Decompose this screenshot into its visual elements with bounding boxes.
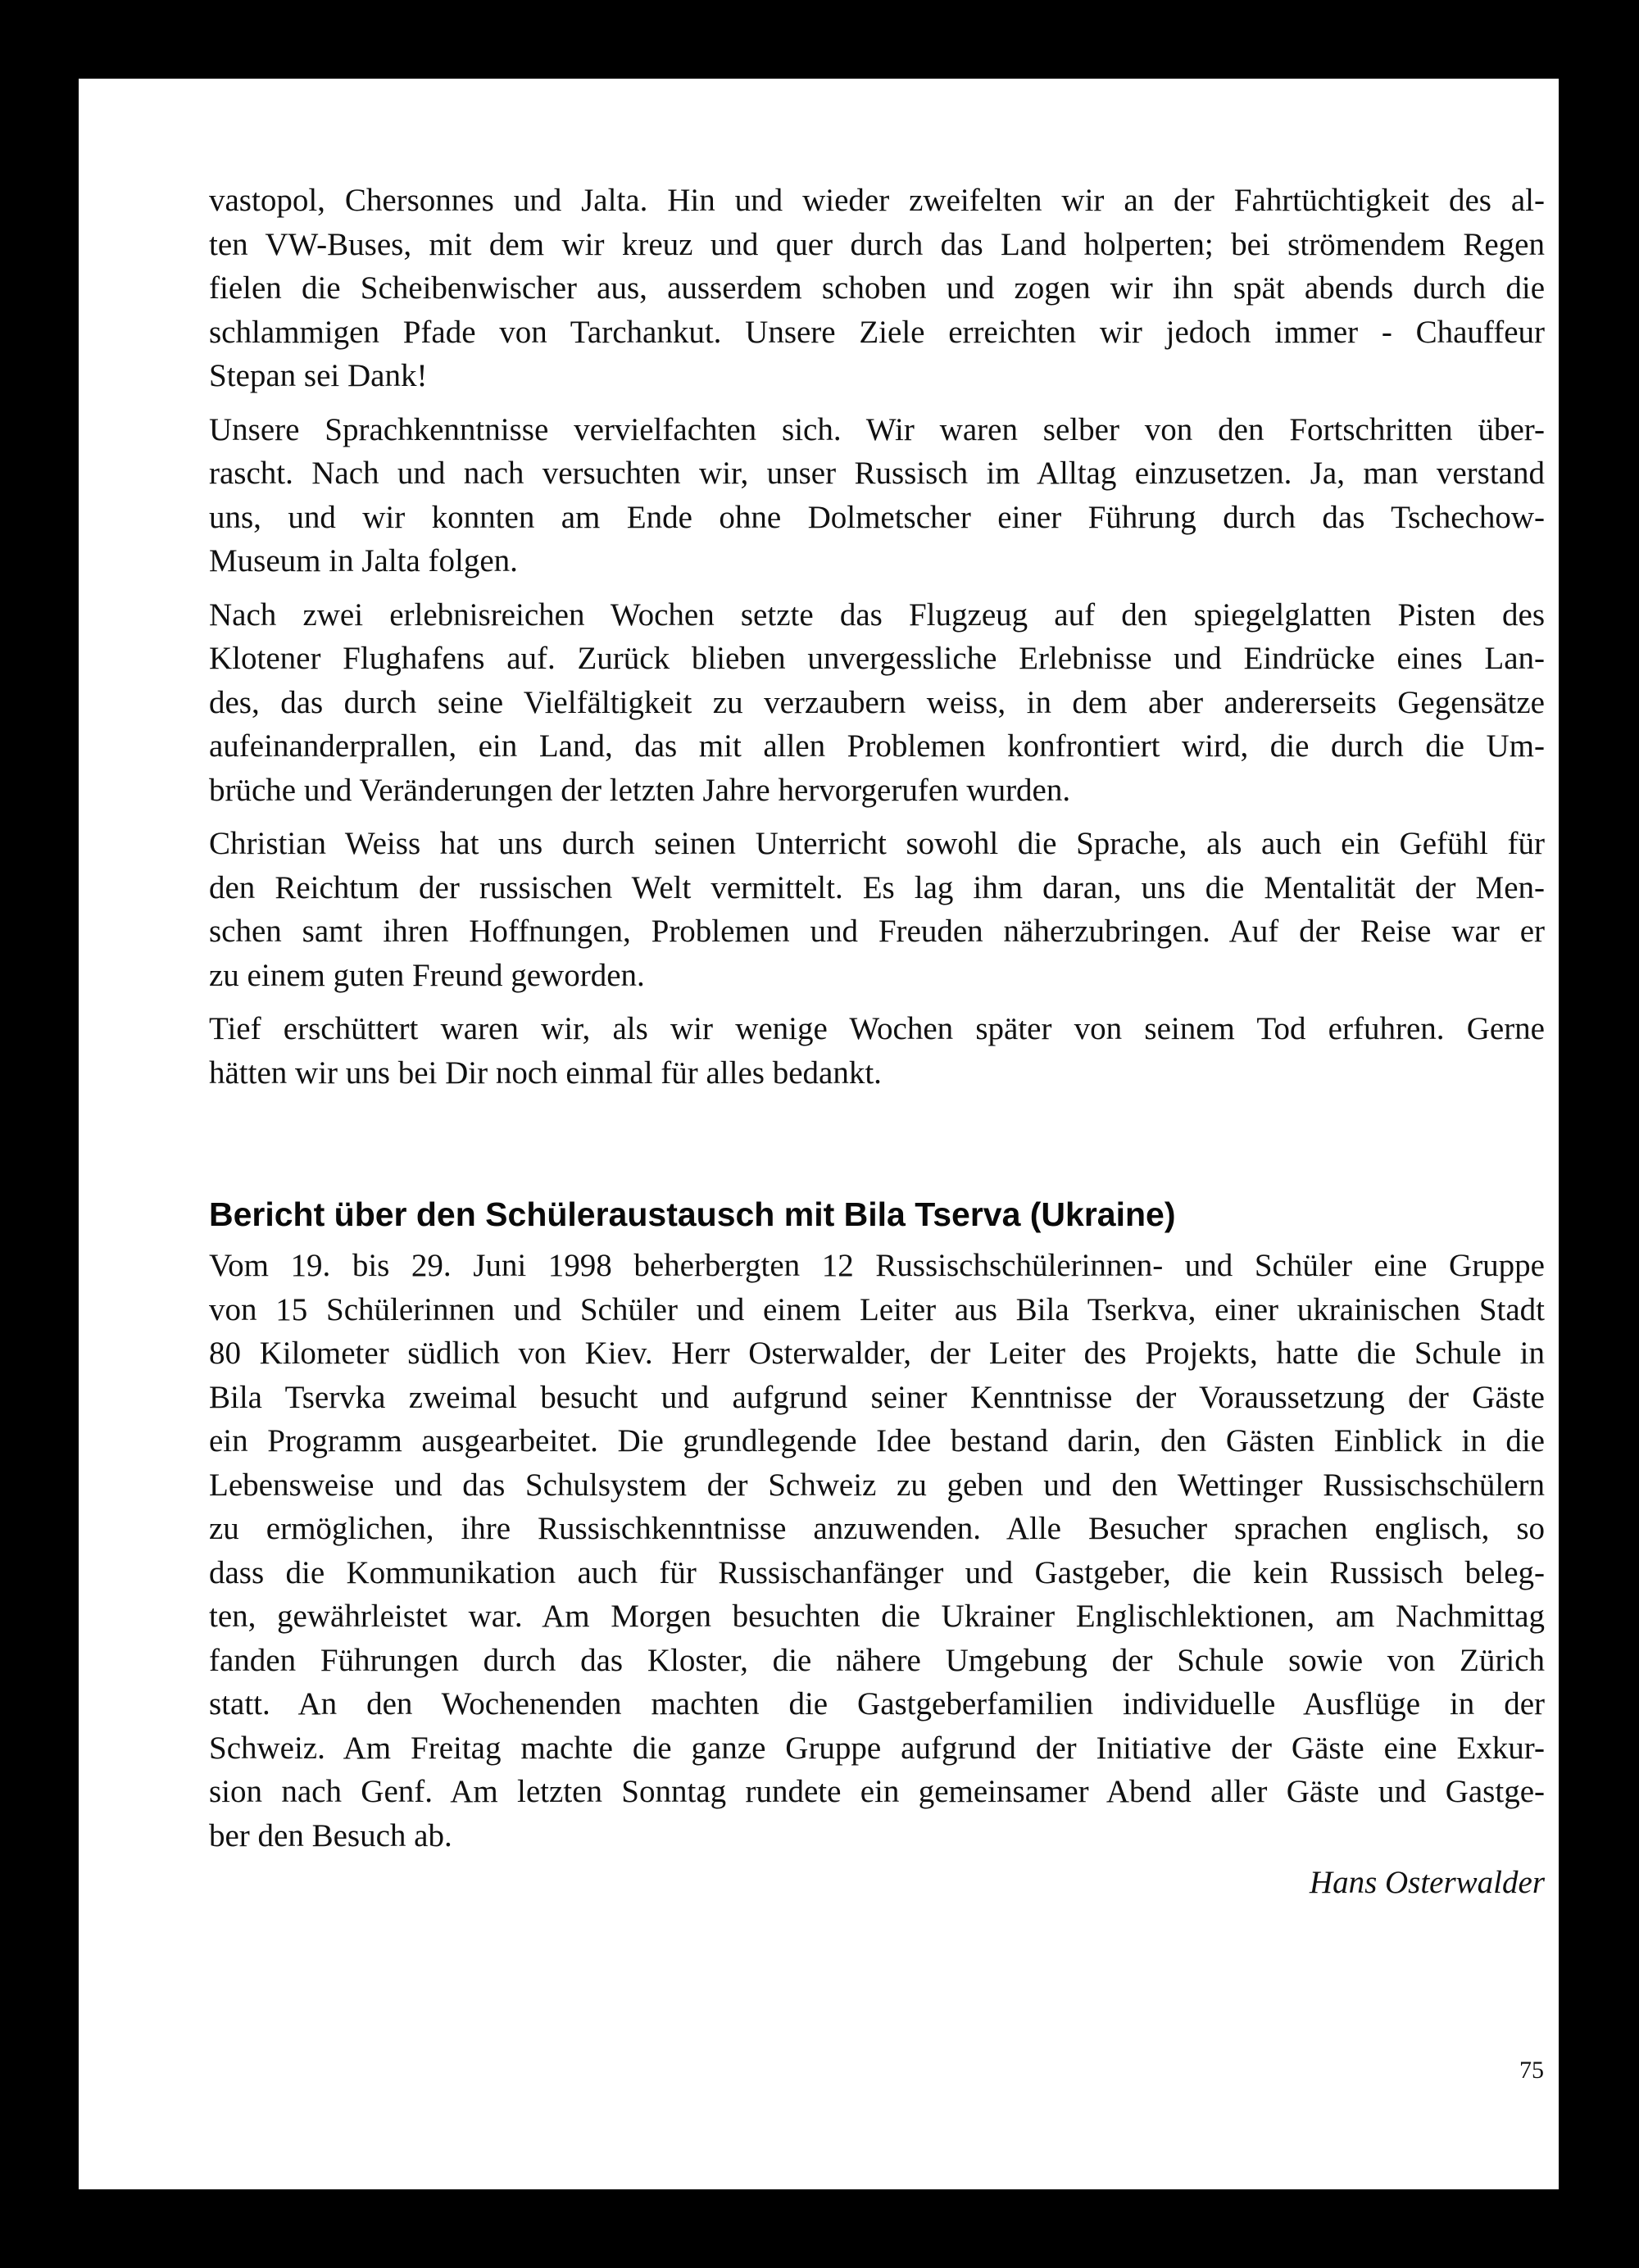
text-line: sion nach Genf. Am letzten Sonntag rundete ein gemeinsamer Abend aller Gäste und Gastge- xyxy=(209,1774,1545,1809)
text-line: Vom 19. bis 29. Juni 1998 beherbergten 12 Russischschülerinnen- und Schüler eine Gruppe xyxy=(209,1248,1545,1283)
text-line: Nach zwei erlebnisreichen Wochen setzte das Flugzeug auf den spiegelglatten Pisten des xyxy=(209,596,1545,633)
page-content xyxy=(209,179,1545,1904)
text-line: aufeinanderprallen, ein Land, das mit allen Problemen konfrontiert wird, die durch die Um- xyxy=(209,728,1545,764)
text-line: Klotener Flughafens auf. Zurück blieben unvergessliche Erlebnisse und Eindrücke eines Lan- xyxy=(209,641,1545,676)
section-heading: Bericht über den Schüleraustausch mit Bila Tserva (Ukraine) xyxy=(209,1195,1176,1233)
text-line: schen samt ihren Hoffnungen, Problemen und Freuden näherzubringen. Auf der Reise war er xyxy=(209,914,1545,949)
paragraph-exchange-report xyxy=(209,1244,1545,1857)
author-signature: Hans Osterwalder xyxy=(1309,1865,1545,1900)
text-line: dass die Kommunikation auch für Russischanfänger und Gastgeber, die kein Russisch beleg- xyxy=(209,1554,1545,1590)
text-line: ein Programm ausgearbeitet. Die grundlegende Idee bestand darin, den Gästen Einblick in die xyxy=(209,1423,1545,1458)
text-line: Museum in Jalta folgen. xyxy=(209,543,518,578)
text-line: Bila Tservka zweimal besucht und aufgrund seiner Kenntnisse der Voraussetzung der Gäste xyxy=(209,1379,1545,1415)
page-number: 75 xyxy=(1519,2057,1544,2084)
text-line: statt. An den Wochenenden machten die Gastgeberfamilien individuelle Ausflüge in der xyxy=(209,1686,1545,1721)
text-line: fielen die Scheibenwischer aus, ausserdem schoben und zogen wir ihn spät abends durch die xyxy=(209,270,1545,306)
paragraph-return-flight xyxy=(209,593,1545,813)
text-line: von 15 Schülerinnen und Schüler und einem Leiter aus Bila Tserkva, einer ukrainischen Stadt xyxy=(209,1291,1545,1327)
text-line: Tief erschüttert waren wir, als wir wenige Wochen später von seinem Tod erfuhren. Gerne xyxy=(209,1011,1545,1046)
text-line: 80 Kilometer südlich von Kiev. Herr Osterwalder, der Leiter des Projekts, hatte die Schule in xyxy=(209,1336,1545,1371)
text-line: brüche und Veränderungen der letzten Jahre hervorgerufen wurden. xyxy=(209,772,1071,808)
text-line: ten, gewährleistet war. Am Morgen besuchten die Ukrainer Englischlektionen, am Nachmittag xyxy=(209,1599,1545,1634)
text-line: Stepan sei Dank! xyxy=(209,358,428,393)
text-line: vastopol, Chersonnes und Jalta. Hin und wieder zweifelten wir an der Fahrtüchtigkeit des al- xyxy=(209,183,1545,218)
paragraph-christian-weiss xyxy=(209,822,1545,997)
text-line: rascht. Nach und nach versuchten wir, unser Russisch im Alltag einzusetzen. Ja, man verstand xyxy=(209,456,1545,491)
text-line: Christian Weiss hat uns durch seinen Unterricht sowohl die Sprache, als auch ein Gefühl für xyxy=(209,826,1545,861)
paragraph-condolence xyxy=(209,1007,1545,1095)
text-line: schlammigen Pfade von Tarchankut. Unsere Ziele erreichten wir jedoch immer - Chauffeur xyxy=(209,314,1545,350)
text-line: des, das durch seine Vielfältigkeit zu verzaubern weiss, in dem aber andererseits Gegensätze xyxy=(209,684,1545,720)
text-line: Schweiz. Am Freitag machte die ganze Gruppe aufgrund der Initiative der Gäste eine Exkur- xyxy=(209,1730,1545,1766)
text-line: den Reichtum der russischen Welt vermittelt. Es lag ihm daran, uns die Mentalität der Men- xyxy=(209,869,1545,905)
paragraph-trip-continuation xyxy=(209,179,1545,398)
document-page xyxy=(79,79,1559,2189)
text-line: hätten wir uns bei Dir noch einmal für alles bedankt. xyxy=(209,1055,882,1091)
text-line: zu ermöglichen, ihre Russischkenntnisse anzuwenden. Alle Besucher sprachen englisch, so xyxy=(209,1511,1545,1546)
paragraph-language-skills xyxy=(209,408,1545,583)
text-line: fanden Führungen durch das Kloster, die nähere Umgebung der Schule sowie von Zürich xyxy=(209,1642,1545,1678)
text-line: Lebensweise und das Schulsystem der Schweiz zu geben und den Wettinger Russischschülern xyxy=(209,1467,1545,1503)
text-line: zu einem guten Freund geworden. xyxy=(209,957,645,993)
text-line: ber den Besuch ab. xyxy=(209,1817,452,1853)
text-line: ten VW-Buses, mit dem wir kreuz und quer durch das Land holperten; bei strömendem Regen xyxy=(209,226,1545,262)
text-line: uns, und wir konnten am Ende ohne Dolmetscher einer Führung durch das Tschechow- xyxy=(209,499,1545,535)
text-line: Unsere Sprachkenntnisse vervielfachten sich. Wir waren selber von den Fortschritten über- xyxy=(209,411,1545,447)
